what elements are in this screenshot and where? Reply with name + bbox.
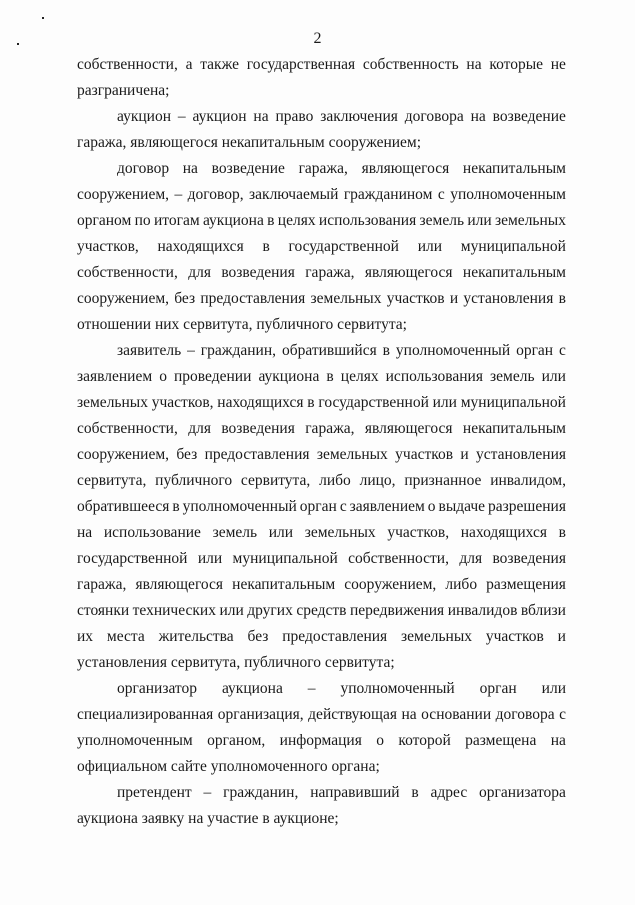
text-line: органом по итогам аукциона в целях использования земель или земельных — [77, 212, 566, 229]
text-line: обратившееся в уполномоченный орган с заявлением о выдаче разрешения — [77, 498, 566, 515]
text-line: уполномоченным органом, информация о которой размещена на — [77, 732, 566, 749]
text-line: установления сервитута, публичного сервитута; — [77, 654, 395, 671]
text-line: собственности, а также государственная собственность на которые не — [77, 56, 566, 73]
text-line: сооружением, без предоставления земельных участков и установления в — [77, 290, 566, 307]
text-line: сооружением, – договор, заключаемый гражданином с уполномоченным — [77, 186, 566, 203]
text-line: претендент – гражданин, направивший в адрес организатора — [117, 784, 566, 801]
text-line: аукцион – аукцион на право заключения договора на возведение — [117, 108, 566, 125]
text-line: на использование земель или земельных участков, находящихся в — [77, 524, 566, 541]
text-line: гаража, являющегося некапитальным сооружением; — [77, 134, 422, 151]
text-line: гаража, являющегося некапитальным сооружением, либо размещения — [77, 576, 566, 593]
text-line: заявлением о проведении аукциона в целях использования земель или — [77, 368, 566, 385]
text-line: государственной или муниципальной собственности, для возведения — [77, 550, 566, 567]
text-line: собственности, для возведения гаража, являющегося некапитальным — [77, 264, 566, 281]
text-line: отношении них сервитута, публичного сервитута; — [77, 316, 407, 333]
text-line: стоянки технических или других средств передвижения инвалидов вблизи — [77, 602, 566, 619]
text-line: договор на возведение гаража, являющегося некапитальным — [117, 160, 566, 177]
text-line: участков, находящихся в государственной или муниципальной — [77, 238, 566, 255]
scan-speck — [42, 17, 44, 19]
text-line: сооружением, без предоставления земельных участков и установления — [77, 446, 566, 463]
text-line: заявитель – гражданин, обратившийся в уполномоченный орган с — [117, 342, 566, 359]
text-line: собственности, для возведения гаража, являющегося некапитальным — [77, 420, 566, 437]
text-line: разграничена; — [77, 82, 170, 99]
text-line: организатор аукциона – уполномоченный орган или — [117, 680, 566, 697]
text-line: аукциона заявку на участие в аукционе; — [77, 810, 339, 827]
text-line: их места жительства без предоставления земельных участков и — [77, 628, 566, 645]
text-line: официальном сайте уполномоченного органа; — [77, 758, 380, 775]
text-line: земельных участков, находящихся в государственной или муниципальной — [77, 394, 566, 411]
text-line: специализированная организация, действующая на основании договора с — [77, 706, 566, 723]
page-number: 2 — [313, 30, 322, 47]
text-line: сервитута, публичного сервитута, либо лицо, признанное инвалидом, — [77, 472, 566, 489]
